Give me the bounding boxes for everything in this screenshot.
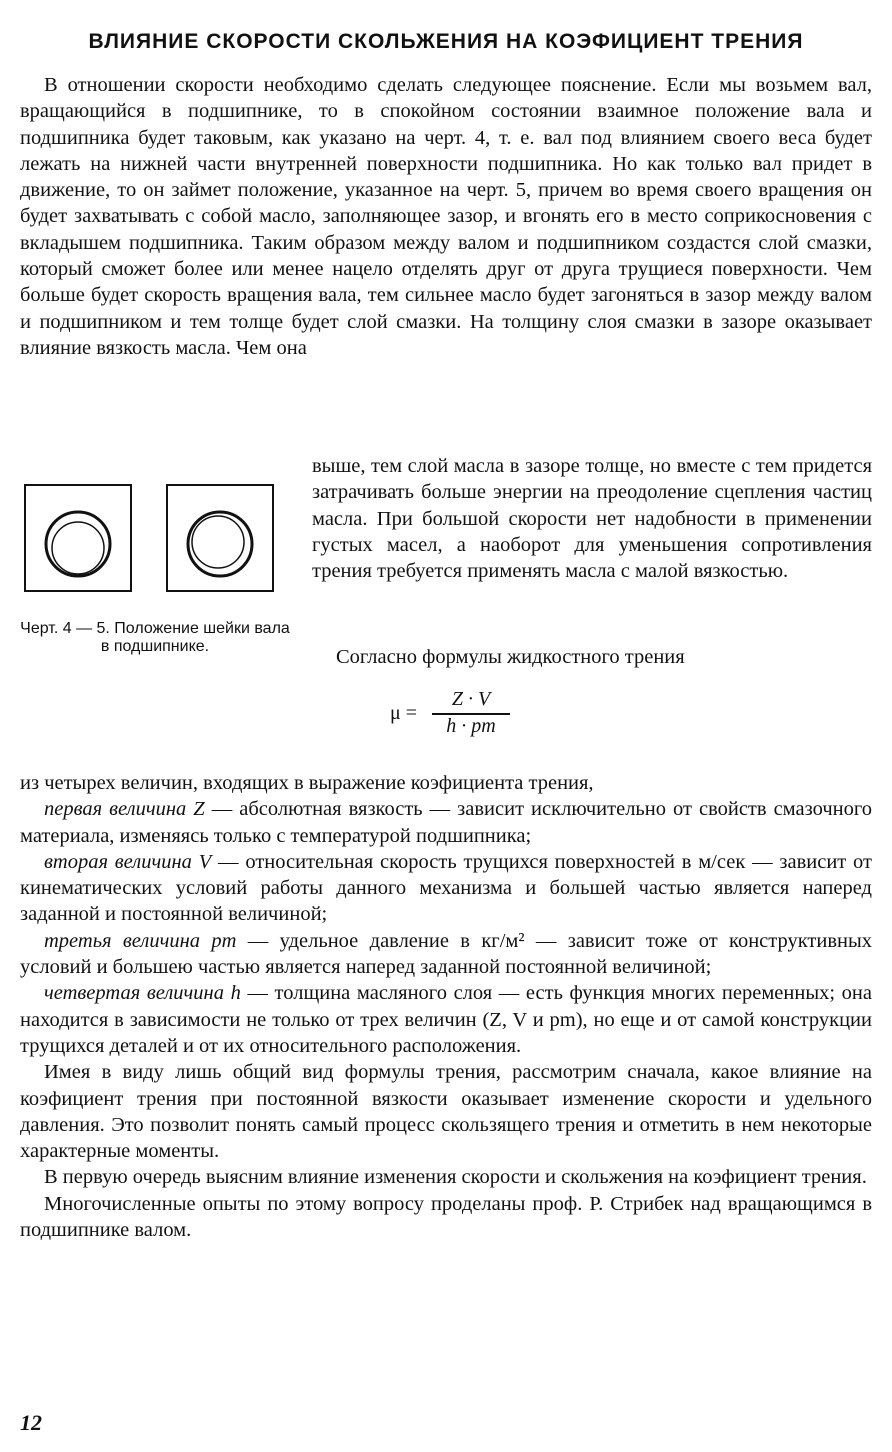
formula-numerator: Z · V [451,688,491,710]
formula-intro: Согласно формулы жидкостного трения [336,646,685,668]
quantity-text: — толщина масляного слоя — есть функция многих переменных; она находится в зависимости не только от трех величин (Z, V и pm), но еще и от самой конструкции трущихся деталей и от их относительного расположения. [20,982,872,1057]
bearing-journal-low-icon [26,486,130,590]
page-number: 12 [20,1410,42,1435]
quantities-intro: из четырех величин, входящих в выражение коэфициента трения, [20,772,594,794]
quantity-item [20,796,872,849]
body-paragraph: В первую очередь выясним влияние изменения скорости и скольжения на коэфициент трения. [44,1166,867,1189]
wrapped-paragraph: выше, тем слой масла в зазоре толще, но вместе с тем придется затрачивать больше энергии на преодоление сцепления частиц масла. При большой скорости нет надобности в применении густых масел, а наоборот для уменьшения сопротивления трения требуется применять масла с малой вязкостью. [312,455,872,583]
quantity-lead: третья величина pm [44,929,237,952]
figure-5-bearing [166,484,274,592]
formula-lhs: μ = [390,702,418,724]
bearing-journal-raised-icon [168,486,272,590]
section-heading: ВЛИЯНИЕ СКОРОСТИ СКОЛЬЖЕНИЯ НА КОЭФИЦИЕНТ ТРЕНИЯ [88,30,804,53]
quantity-text: — удельное давление в кг/м² — зависит тоже от конструктивных условий и большею частью является наперед заданной постоянной величиной; [20,929,872,979]
body-paragraph: Имея в виду лишь общий вид формулы трения, рассмотрим сначала, какое влияние на коэфициент трения при постоянной вязкости оказывает изменение скорости и удельного давления. Это позволит понять самый процесс скользящего трения и отметить в нем некоторые характерные моменты. [20,1061,872,1163]
quantity-lead: четвертая величина h [44,982,241,1005]
friction-formula [380,688,530,738]
quantity-lead: первая величина Z [44,798,205,821]
quantity-item [20,980,872,1059]
quantities-section [20,770,872,1243]
quantity-item [20,849,872,928]
intro-paragraph: В отношении скорости необходимо сделать следующее пояснение. Если мы возьмем вал, вращающийся в подшипнике, то в спокойном состоянии взаимное положение вала и подшипника будет таковым, как указано на черт. 4, т. е. вал под влиянием своего веса будет лежать на нижней части внутренней поверхности подшипника. Но как только вал придет в движение, то он займет положение, указанное на черт. 5, причем во время своего вращения он будет захватывать с собой масло, заполняющее зазор, и вгонять его в место соприкосновения с вкладышем подшипника. Таким образом между валом и подшипником создастся слой смазки, который сможет более или менее нацело отделять друг от друга трущиеся поверхности. Чем больше будет скорость вращения вала, тем сильнее масло будет загоняться в зазор между валом и подшипником и тем толще будет слой смазки. На толщину слоя смазки в зазоре оказывает влияние вязкость масла. Чем она [20,74,872,359]
quantity-text: — абсолютная вязкость — зависит исключительно от свойств смазочного материала, изменяясь только с температурой подшипника; [20,798,872,847]
body-paragraph: Многочисленные опыты по этому вопросу проделаны проф. Р. Стрибек над вращающимся в подшипнике валом. [20,1192,872,1242]
quantity-item [20,928,872,981]
formula-denominator: h · pm [446,715,496,737]
quantity-text: — относительная скорость трущихся поверхностей в м/сек — зависит от кинематических условий работы данного механизма и большей частью является наперед заданной и постоянной величиной; [20,850,872,926]
figure-4-bearing [24,484,132,592]
quantity-lead: вторая величина V [44,850,212,873]
figure-caption: Черт. 4 — 5. Положение шейки вала в подшипнике. [20,620,290,655]
